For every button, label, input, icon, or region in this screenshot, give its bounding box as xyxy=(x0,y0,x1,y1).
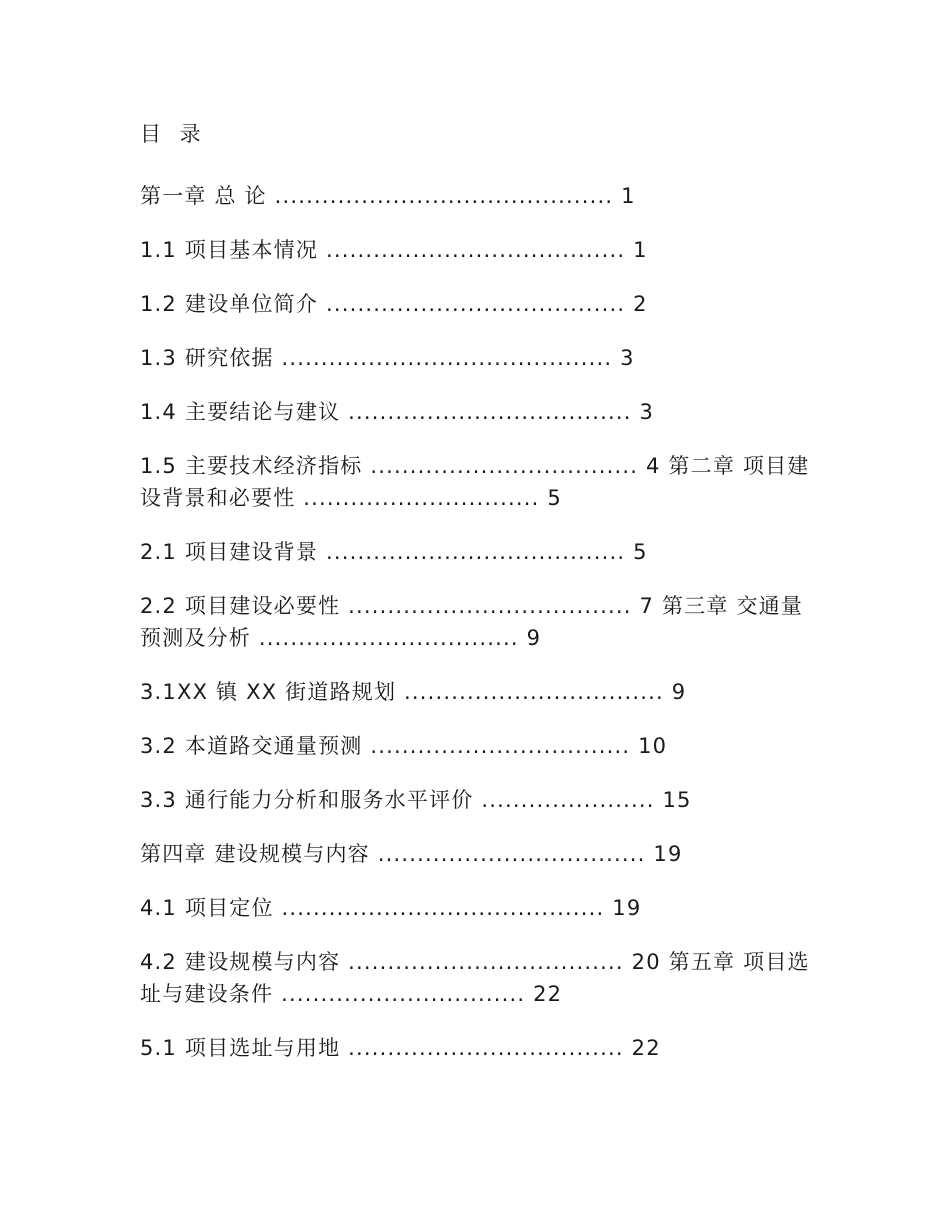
toc-entry-2-1: 2.1 项目建设背景 ...................................... 5 xyxy=(140,540,648,564)
toc-entry-1-3: 1.3 研究依据 .......................................... 3 xyxy=(140,346,635,370)
toc-entry-4-1: 4.1 项目定位 ......................................... 19 xyxy=(140,896,642,920)
toc-title: 目 录 xyxy=(140,122,207,146)
toc-entry-1-2: 1.2 建设单位简介 ...................................... 2 xyxy=(140,292,648,316)
toc-entry-3-3: 3.3 通行能力分析和服务水平评价 ...................... 15 xyxy=(140,788,692,812)
toc-entry-1-5: 1.5 主要技术经济指标 .................................. 4 第二章 项目建设背景和必要性 .............................. 5 xyxy=(140,454,810,510)
toc-entry-3-2: 3.2 本道路交通量预测 ................................. 10 xyxy=(140,734,668,758)
toc-entry-3-1: 3.1XX 镇 XX 街道路规划 ................................. 9 xyxy=(140,680,687,704)
toc-entry-chapter-4: 第四章 建设规模与内容 .................................. 19 xyxy=(140,842,683,866)
toc-page xyxy=(140,118,812,1086)
toc-entry-chapter-1: 第一章 总 论 ........................................... 1 xyxy=(140,184,636,208)
toc-entry-1-1: 1.1 项目基本情况 ...................................... 1 xyxy=(140,238,648,262)
toc-entry-4-2: 4.2 建设规模与内容 ................................... 20 第五章 项目选址与建设条件 ............................... 22 xyxy=(140,950,810,1006)
toc-entry-5-1: 5.1 项目选址与用地 ................................... 22 xyxy=(140,1036,661,1060)
toc-entry-1-4: 1.4 主要结论与建议 .................................... 3 xyxy=(140,400,655,424)
toc-entry-2-2: 2.2 项目建设必要性 .................................... 7 第三章 交通量预测及分析 ................................. 9 xyxy=(140,594,804,650)
